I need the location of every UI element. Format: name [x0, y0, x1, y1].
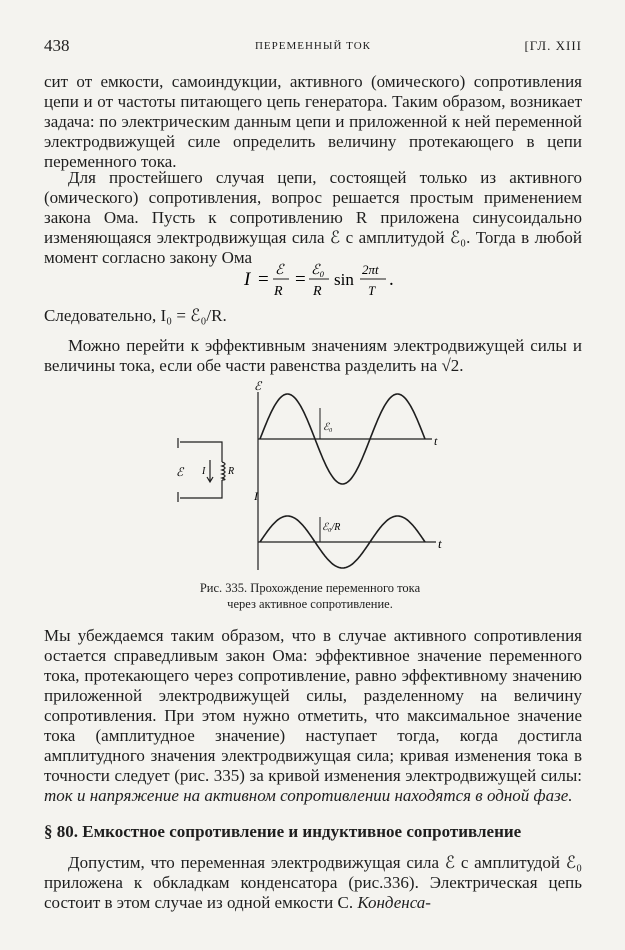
formula-lhs: I: [244, 269, 251, 290]
formula-svg: [44, 260, 582, 300]
formula-frac3-den: T: [368, 283, 376, 298]
running-title: ПЕРЕМЕННЫЙ ТОК: [254, 40, 372, 52]
chapter-label: [ГЛ. XIII: [524, 38, 582, 53]
current-time-label: t: [438, 536, 442, 551]
caption-line-1: Рис. 335. Прохождение переменного тока: [199, 581, 421, 595]
paragraph-6-italic: Конденса-: [357, 893, 431, 912]
formula-frac2-num: ℰ₀: [311, 263, 325, 278]
emf-amplitude-label: ℰ₀: [323, 422, 333, 433]
formula-frac1-num: ℰ: [275, 263, 284, 278]
current-axis-label: I: [254, 489, 258, 503]
formula-sin: sin: [334, 270, 354, 289]
paragraph-4: Можно перейти к эффективным значениям электродвижущей силы и величины тока, если обе части равенства разделить на √2.: [44, 336, 582, 375]
circuit-resistor-label: R: [228, 466, 235, 477]
paragraph-5-text: Мы убеждаемся таким образом, что в случае активного сопротивления остается справедливым закон Ома: эффективное значение переменного тока, протекающего через сопротивление, равно эффективному значению приложенной электродвижущей силы, разделенному на величину сопротивления. При этом нужно отметить, что максимальное значение тока (амплитудное значение) наступает тогда, когда достигла амплитудного значения электродвижущая сила; кривая изменения тока в точности следует (рис. 335) за кривой изменения электродвижущей силы:: [44, 626, 582, 785]
paragraph-3: Следовательно, I₀ = ℰ₀/R.: [44, 306, 227, 325]
circuit-current-label: I: [202, 466, 206, 477]
emf-time-label: t: [434, 434, 438, 448]
formula-frac3-num: 2πt: [362, 262, 379, 277]
formula-frac1-den: R: [274, 284, 283, 299]
page-number: 438: [44, 36, 70, 55]
current-amplitude-label: ℰ₀/R: [322, 522, 341, 533]
resistor-symbol: [222, 462, 225, 480]
formula-frac2-den: R: [313, 284, 322, 299]
paragraph-5-italic: ток и напряжение на активном сопротивлении находятся в одной фазе.: [44, 786, 573, 805]
formula-eq-2: =: [295, 269, 306, 290]
current-graph: [253, 489, 442, 570]
paragraph-1: сит от емкости, самоиндукции, активного (омического) сопротивления цепи и от частоты питающего цепь генератора. Таким образом, возникает задача: по электрическим данным цепи и приложенной к ней переменной электродвижущей силе определить величину протекающего в цепи переменного тока.: [44, 72, 582, 171]
page-header: [44, 36, 582, 60]
formula-eq-1: =: [258, 269, 269, 290]
paragraph-2: Для простейшего случая цепи, состоящей только из активного (омического) сопротивления, вопрос решается простым применением закона Ома. Пусть к сопротивлению R приложена синусоидально изменяющаяся электродвижущая сила ℰ с амплитудой ℰ₀. Тогда в любой момент согласно закону Ома: [44, 168, 582, 267]
emf-graph: [254, 379, 438, 490]
figure-caption: [160, 580, 460, 612]
section-heading: § 80. Емкостное сопротивление и индуктивное сопротивление: [44, 822, 522, 841]
emf-axis-label: ℰ: [254, 379, 262, 393]
formula-end: .: [389, 269, 394, 290]
ohm-law-formula: [44, 260, 582, 300]
circuit-emf-label: ℰ: [176, 465, 184, 479]
figure-335: [170, 378, 470, 578]
current-arrow: [207, 460, 213, 482]
paragraph-6-text: Допустим, что переменная электродвижущая сила ℰ с амплитудой ℰ₀ приложена к обкладкам конденсатора (рис.336). Электрическая цепь состоит в этом случае из одной емкости C.: [44, 853, 582, 912]
paragraph-5: [44, 626, 582, 806]
caption-line-2: через активное сопротивление.: [227, 597, 393, 611]
circuit-wires: [180, 442, 222, 498]
paragraph-6: [44, 853, 582, 913]
